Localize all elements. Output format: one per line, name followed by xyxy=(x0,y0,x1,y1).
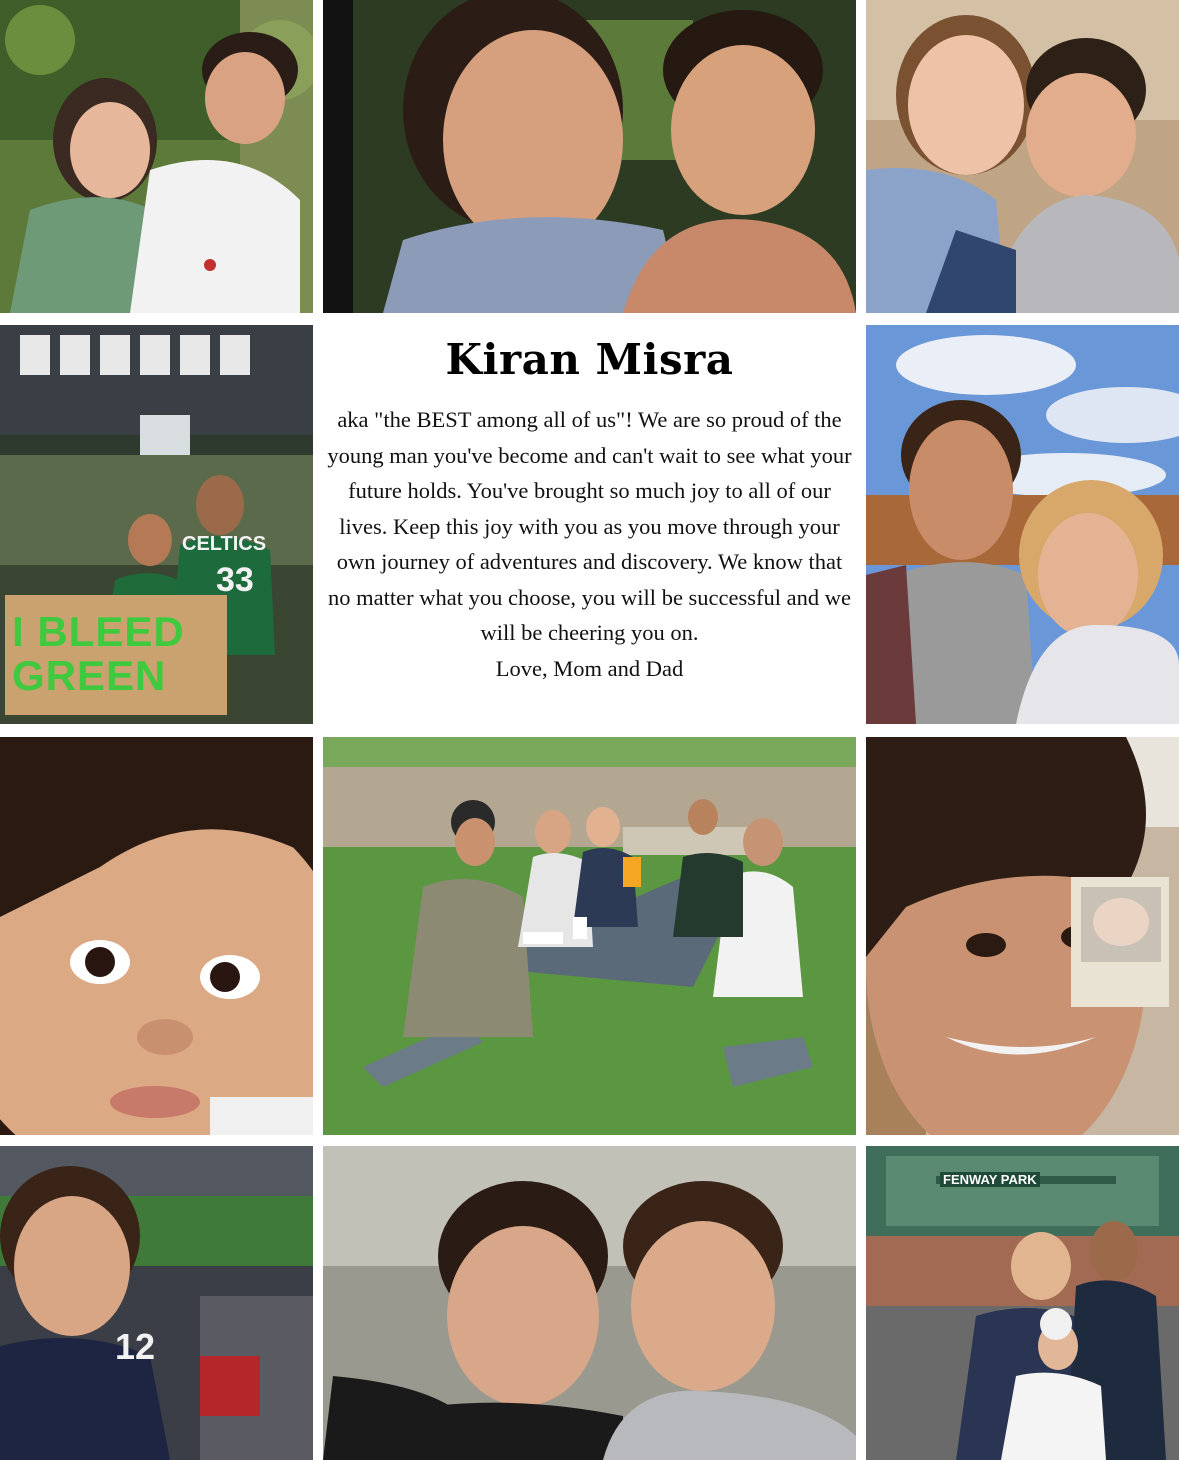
photo-boy-with-baby-picture xyxy=(866,737,1179,1135)
photo-sister-and-brother-hoodie xyxy=(866,0,1179,313)
patriots-jersey-number: 12 xyxy=(115,1326,156,1367)
photo-two-brothers xyxy=(323,1146,856,1460)
celtics-shirt-text: CELTICS xyxy=(182,533,267,555)
photo-celtics-game xyxy=(0,325,313,724)
fenway-park-sign: FENWAY PARK xyxy=(940,1172,1040,1187)
tribute-message: aka "the BEST among all of us"! We are so proud of the young man you've become and can't wait to see what your future holds. You've brought so much joy to all of our lives. Keep this joy with you as you move through your own journey of adventures and discovery. We know that no matter what you choose, you will be successful and we will be cheering you on. xyxy=(327,407,852,645)
photo-fenway-park-family xyxy=(866,1146,1179,1460)
photo-man-with-child xyxy=(323,0,856,313)
celtics-shirt-number: 33 xyxy=(216,561,254,599)
i-bleed-green-sign-text: I BLEED GREEN xyxy=(12,608,185,699)
photo-son-and-mom-mountain xyxy=(866,325,1179,724)
page-title: Kiran Misra xyxy=(445,335,734,384)
photo-patriots-game xyxy=(0,1146,313,1460)
tribute-text-block xyxy=(323,325,856,724)
photo-sister-and-brother-garden xyxy=(0,0,313,313)
photo-family-picnic xyxy=(323,737,856,1135)
photo-toddler-closeup xyxy=(0,737,313,1135)
tribute-signoff: Love, Mom and Dad xyxy=(495,655,684,681)
